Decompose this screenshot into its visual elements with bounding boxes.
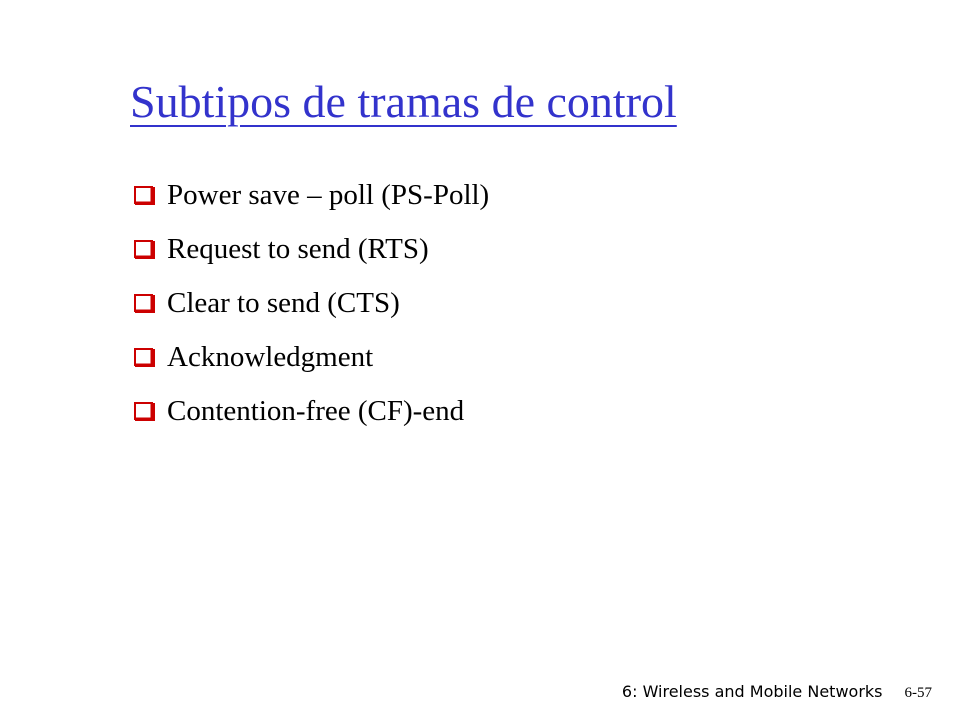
bullet-text: Request to send (RTS)	[167, 232, 429, 265]
slide-title: Subtipos de tramas de control	[130, 76, 677, 127]
bullet-item	[134, 330, 489, 384]
bullet-item	[134, 222, 489, 276]
bullet-item	[134, 276, 489, 330]
box-bullet-icon	[134, 294, 155, 313]
box-bullet-icon	[134, 402, 155, 421]
footer-course-title: 6: Wireless and Mobile Networks	[621, 682, 883, 701]
box-bullet-icon	[134, 240, 155, 259]
bullet-list	[134, 168, 489, 438]
box-bullet-icon	[134, 186, 155, 205]
slide-footer	[622, 682, 932, 702]
bullet-text: Clear to send (CTS)	[167, 286, 400, 319]
footer-page-number: 6-57	[904, 685, 932, 701]
bullet-text: Contention-free (CF)-end	[167, 394, 465, 427]
box-bullet-icon	[134, 348, 155, 367]
bullet-text: Acknowledgment	[167, 340, 374, 373]
bullet-text: Power save – poll (PS-Poll)	[167, 178, 490, 211]
bullet-item	[134, 168, 489, 222]
bullet-item	[134, 384, 489, 438]
